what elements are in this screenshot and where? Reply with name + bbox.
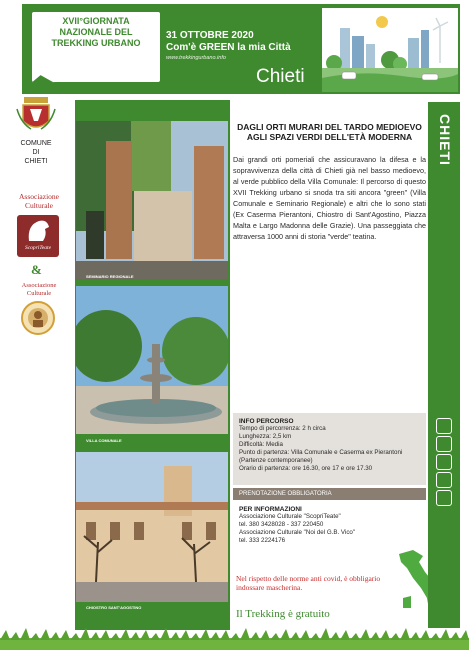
route-info-line: Lunghezza: 2,5 km [239, 433, 292, 440]
clock-icon [436, 490, 452, 506]
stopwatch-icon [436, 418, 452, 434]
free-trekking-label: Il Trekking è gratuito [236, 608, 330, 620]
event-badge-text: XVII°GIORNATA NAZIONALE DEL TREKKING URBANO [51, 16, 141, 48]
article-body: Dai grandi orti pomeriali che assicuravano la difesa e la sopravvivenza della città di Chieti già nel basso medioevo, al verde pubblico della Villa Comunale: Il percorso di questo XVII Trekking urbano si snoda tra siti ancora "green" (Villa Comunale e Seminario Regionale) e altri che lo sono stati (Ex Caserma Pierantoni, Chiostro di Sant'Agostino, Piazza Malta e Largo Madonna delle Grazie). Una passeggiata che attraversa 1000 anni di storia "verde" teatina. [233, 155, 426, 241]
event-url[interactable]: www.trekkingurbano.info [166, 55, 226, 61]
caption-chiostro: CHIOSTRO SANT'AGOSTINO [86, 605, 142, 610]
horse-head-icon [17, 215, 59, 245]
photo-villa-comunale [76, 286, 228, 434]
scopriteate-logo: ScopriTeate [17, 215, 59, 257]
green-city-illustration [322, 8, 458, 92]
comune-label: COMUNE DI CHIETI [20, 140, 52, 165]
city-title: Chieti [256, 66, 305, 87]
map-marker-icon [436, 472, 452, 488]
photo-seminario-regionale [76, 121, 228, 279]
event-date: 31 OTTOBRE 2020 [166, 30, 254, 41]
side-tab-label-wrapper [428, 102, 460, 182]
route-info-line: Difficoltà: Media [239, 441, 283, 448]
hiker-icon [436, 454, 452, 470]
grass-footer [0, 628, 469, 650]
contact-title: PER INFORMAZIONI [239, 506, 302, 513]
gb-vico-logo [20, 300, 56, 336]
booking-required-bar: PRENOTAZIONE OBBLIGATORIA [233, 488, 426, 500]
contact-line: Associazione Culturale "ScopriTeate" [239, 513, 341, 520]
contact-line: Associazione Culturale "Noi del G.B. Vico" [239, 529, 356, 536]
event-slogan: Com'è GREEN la mia Città [166, 42, 291, 53]
article [233, 100, 426, 242]
association1-label: Associazione Culturale [19, 192, 59, 210]
contact-phone[interactable]: tel. 333 2224176 [239, 537, 286, 544]
side-icons [430, 418, 458, 508]
contact-phone[interactable]: tel. 380 3428028 - 337 220450 [239, 521, 324, 528]
distance-icon [436, 436, 452, 452]
chieti-coat-of-arms [15, 95, 57, 135]
contact-info [239, 506, 419, 545]
article-title: DAGLI ORTI MURARI DEL TARDO MEDIOEVO AGLI SPAZI VERDI DELL'ETÀ MODERNA [237, 122, 422, 142]
photo-chiostro-sant-agostino [76, 452, 228, 602]
route-info-line: (Partenze contemporanee) [239, 457, 313, 464]
route-info-box [233, 413, 426, 485]
side-tab-label: CHIETI [437, 114, 453, 166]
covid-notice: Nel rispetto delle norme anti covid, è obbligario indossare mascherina. [236, 574, 381, 592]
route-info-title: INFO PERCORSO [239, 418, 294, 425]
route-info-line: Orario di partenza: ore 16.30, ore 17 e ore 17.30 [239, 465, 373, 472]
route-info-line: Tempo di percorrenza: 2 h circa [239, 425, 326, 432]
ampersand: & [31, 262, 42, 277]
caption-seminario: SEMINARIO REGIONALE [86, 274, 134, 279]
partner-logos-column [0, 95, 72, 635]
association2-label: Associazione Culturale [21, 282, 57, 297]
caption-villa: VILLA COMUNALE [86, 438, 122, 443]
route-info-line: Punto di partenza: Villa Comunale e Caserma ex Pierantoni [239, 449, 403, 456]
